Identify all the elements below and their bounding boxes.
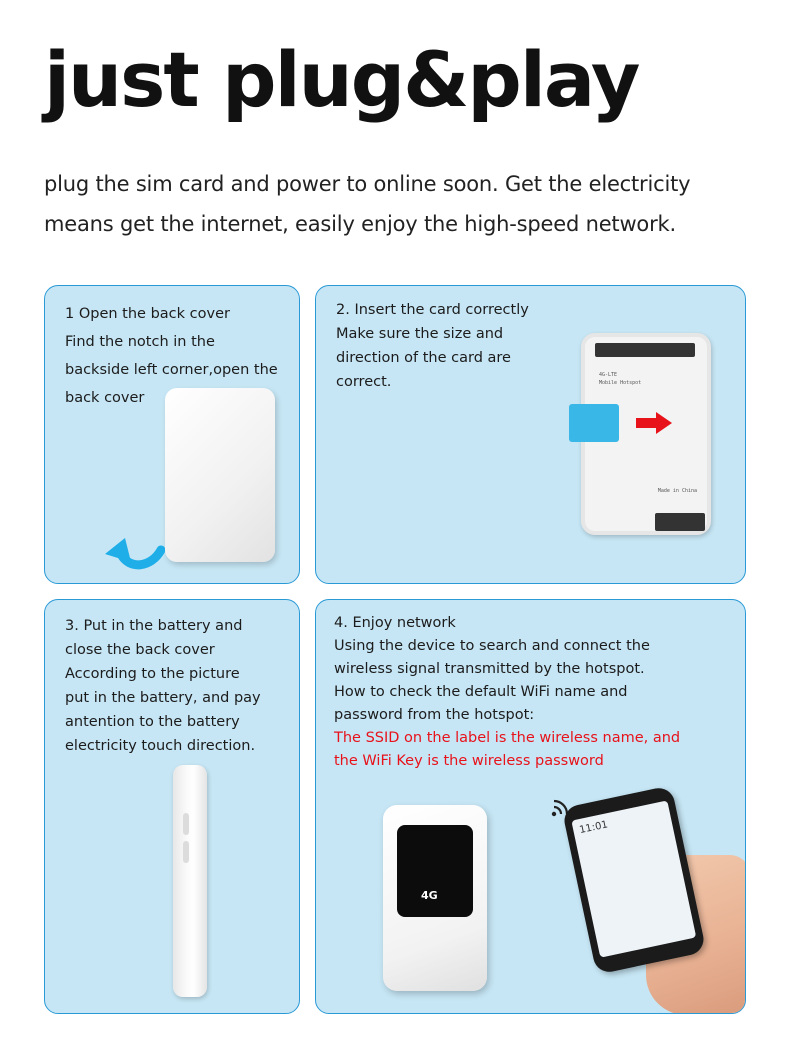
side-button bbox=[183, 841, 189, 863]
sim-card-image bbox=[569, 404, 619, 442]
step-4-line: Using the device to search and connect the bbox=[334, 638, 650, 654]
curved-arrow-icon bbox=[101, 524, 165, 576]
step-1-line: Find the notch in the bbox=[65, 334, 215, 350]
step-2-text bbox=[336, 298, 529, 394]
subline-line-1: plug the sim card and power to online soon. Get the electricity bbox=[44, 172, 691, 196]
4g-logo: 4G bbox=[421, 889, 438, 902]
step-3-line: antention to the battery bbox=[65, 714, 240, 730]
step-2-title: 2. Insert the card correctly bbox=[336, 302, 529, 318]
step-2-panel bbox=[315, 285, 746, 584]
page-subline bbox=[44, 164, 774, 244]
step-4-line: How to check the default WiFi name and bbox=[334, 684, 628, 700]
step-3-title: 3. Put in the battery and bbox=[65, 618, 243, 634]
label-text: Mobile Hotspot bbox=[599, 380, 642, 386]
step-3-line: According to the picture bbox=[65, 666, 240, 682]
step-1-panel bbox=[44, 285, 300, 584]
phone-screen bbox=[571, 800, 696, 957]
step-3-text bbox=[65, 614, 261, 758]
step-2-line: direction of the card are bbox=[336, 350, 511, 366]
step-2-line: correct. bbox=[336, 374, 392, 390]
label-text: Made in China bbox=[657, 488, 697, 494]
step-3-line: put in the battery, and pay bbox=[65, 690, 261, 706]
hotspot-side-view-image bbox=[173, 765, 207, 997]
step-1-title: 1 Open the back cover bbox=[65, 306, 230, 322]
step-1-line: backside left corner,open the bbox=[65, 362, 278, 378]
step-3-line: close the back cover bbox=[65, 642, 215, 658]
step-4-title: 4. Enjoy network bbox=[334, 615, 456, 631]
label-text: 4G-LTE bbox=[599, 372, 618, 378]
hotspot-screen bbox=[397, 825, 473, 917]
phone-time: 11:01 bbox=[578, 819, 609, 837]
step-1-line: back cover bbox=[65, 390, 145, 406]
battery-slot-top bbox=[595, 343, 695, 357]
hotspot-front-image bbox=[383, 805, 487, 991]
step-4-panel bbox=[315, 599, 746, 1014]
page-headline: just plug&play bbox=[44, 35, 639, 124]
subline-line-2: means get the internet, easily enjoy the high-speed network. bbox=[44, 212, 676, 236]
step-2-line: Make sure the size and bbox=[336, 326, 504, 342]
step-3-panel bbox=[44, 599, 300, 1014]
step-4-line: wireless signal transmitted by the hotspot. bbox=[334, 661, 645, 677]
step-4-text bbox=[334, 612, 680, 773]
step-4-line: password from the hotspot: bbox=[334, 707, 535, 723]
insert-arrow-icon bbox=[636, 412, 672, 434]
battery-slot-bottom bbox=[655, 513, 705, 531]
step-4-note: The SSID on the label is the wireless name, and bbox=[334, 730, 681, 746]
step-4-note: the WiFi Key is the wireless password bbox=[334, 753, 604, 769]
smartphone-image bbox=[562, 785, 707, 975]
hotspot-back-cover-image bbox=[165, 388, 275, 562]
step-3-line: electricity touch direction. bbox=[65, 738, 256, 754]
side-button bbox=[183, 813, 189, 835]
